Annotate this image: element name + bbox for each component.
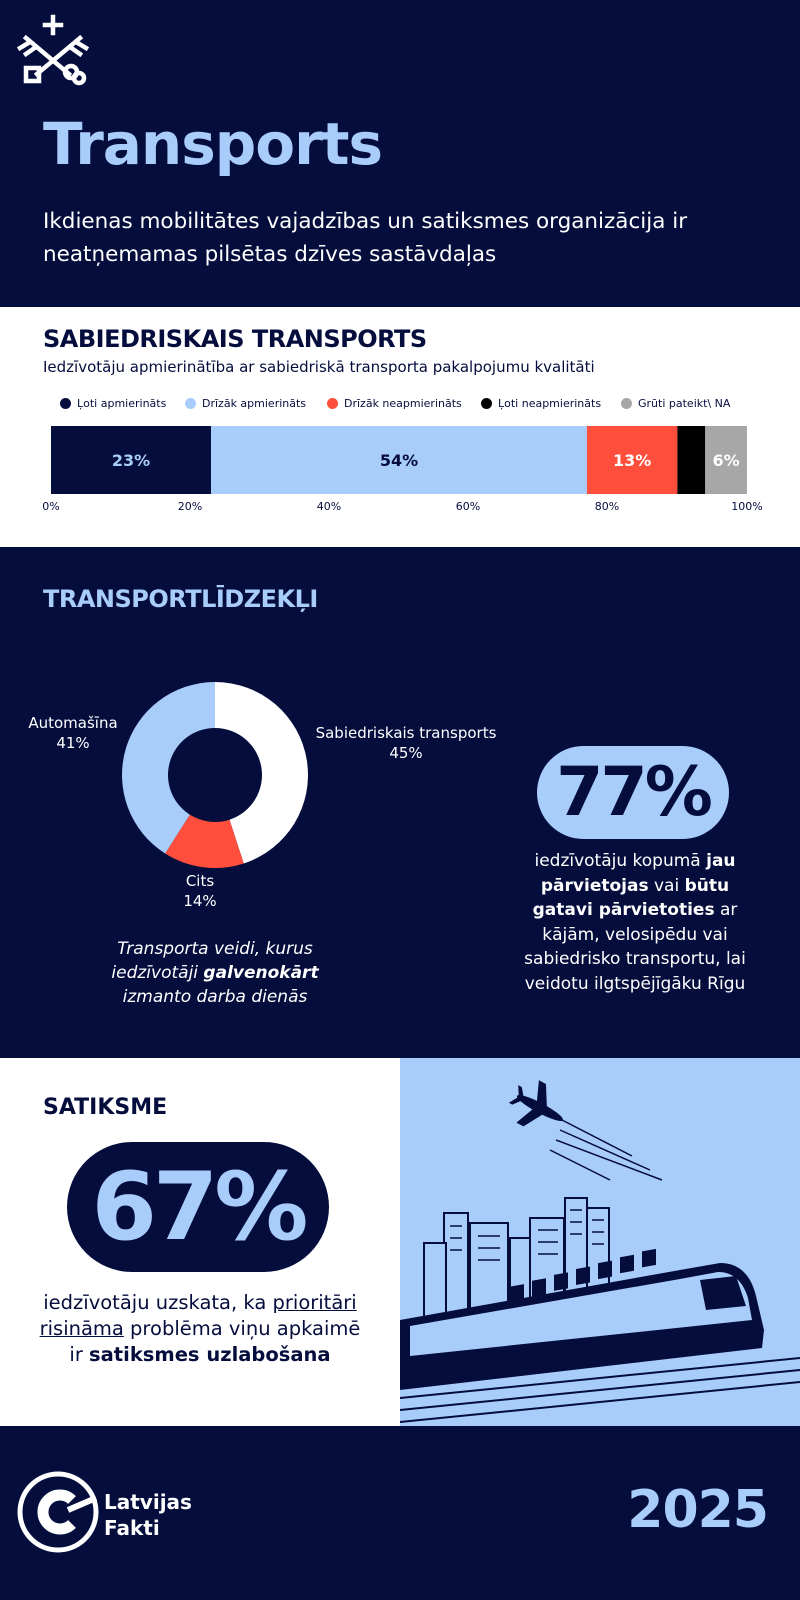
legend-item [327,396,462,410]
caption-text: Transporta veidi, kurus [117,939,313,959]
legend-swatch [481,398,492,409]
stat-text: vai [648,875,685,896]
stat-bold-text: satiksmes uzlabošana [89,1343,331,1366]
slice-value: 41% [56,734,90,752]
stat-bold-text: jau pārvietojas [540,851,736,896]
donut-caption [100,937,330,1009]
legend-swatch [185,398,196,409]
page-subtitle-line: Ikdienas mobilitātes vajadzības un satiksmes organizācija ir [43,209,688,234]
stat-bold-text: būtu gatavi pārvietoties [532,875,730,920]
caption-bold-text: galvenokārt [203,963,319,983]
page-subtitle-line: neatņemamas pilsētas dzīves sastāvdaļas [43,242,497,267]
train-city-illustration [400,1058,800,1426]
crossed-keys-emblem-icon [14,14,92,86]
slice-name: Automašīna [28,714,118,732]
train-illustration-panel [400,1058,800,1426]
page-subtitle [43,205,743,271]
stat-text: ar kājām, velosipēdu vai sabiedrisko transportu, lai veidotu ilgtspējīgāku Rīgu [524,900,746,994]
brand-line: Latvijas [104,1490,192,1514]
slice-value: 45% [389,744,423,762]
stat-77-badge: 77% [537,746,729,839]
stat-77-description [510,849,760,996]
caption-text: izmanto darba dienās [122,987,308,1007]
donut-label-other [160,871,240,911]
bar-data-label: 54% [379,451,419,470]
page-title: Transports [43,110,382,178]
legend-label: Drīzāk apmierināts [202,396,307,410]
stat-text: problēma viņu apkaimē ir [69,1317,361,1366]
traffic-title: SATIKSME [43,1095,168,1120]
vehicles-title: TRANSPORTLĪDZEKĻI [43,585,318,613]
x-tick-label: 0% [42,500,60,513]
x-tick-label: 40% [316,500,342,513]
legend-label: Ļoti neapmierināts [498,396,602,410]
bar-data-label: 6% [712,451,740,470]
legend-label: Grūti pateikt\ NA [638,396,731,410]
brand-line: Fakti [104,1516,160,1540]
slice-name: Sabiedriskais transports [315,724,497,742]
x-tick-label: 20% [177,500,203,513]
legend-label: Drīzāk neapmierināts [344,396,462,410]
legend-swatch [327,398,338,409]
stat-text: iedzīvotāju uzskata, ka [43,1291,273,1314]
footer-year: 2025 [627,1480,768,1540]
legend-swatch [60,398,71,409]
legend-label: Ļoti apmierināts [77,396,167,410]
legend-item [185,396,306,410]
x-tick-label: 60% [455,500,481,513]
footer-brand [104,1489,192,1541]
slice-name: Cits [185,872,215,890]
latvijas-fakti-logo-icon [16,1470,100,1554]
stat-underlined-text: prioritāri risināma [39,1291,357,1340]
stat-67-badge: 67% [67,1142,329,1272]
caption-text: iedzīvotāji [111,963,204,983]
bar-data-label: 13% [613,451,652,470]
stat-text: iedzīvotāju kopumā [534,851,707,871]
public-transport-title: SABIEDRISKAIS TRANSPORTS [43,325,427,353]
legend-item [481,396,601,410]
satisfaction-stacked-bar [51,426,747,494]
legend-swatch [621,398,632,409]
transport-modes-donut-chart [100,660,330,890]
bar-data-label: 23% [111,451,151,470]
donut-label-car [18,713,128,753]
legend-item [60,396,166,410]
legend-item [621,396,730,410]
x-tick-label: 100% [731,500,763,513]
donut-label-public-transport [306,723,506,763]
x-tick-label: 80% [594,500,620,513]
slice-value: 14% [183,892,217,910]
stat-67-description [30,1290,370,1368]
public-transport-subtitle: Iedzīvotāju apmierinātība ar sabiedriskā transporta pakalpojumu kvalitāti [43,358,595,376]
bar-segment [677,426,705,494]
